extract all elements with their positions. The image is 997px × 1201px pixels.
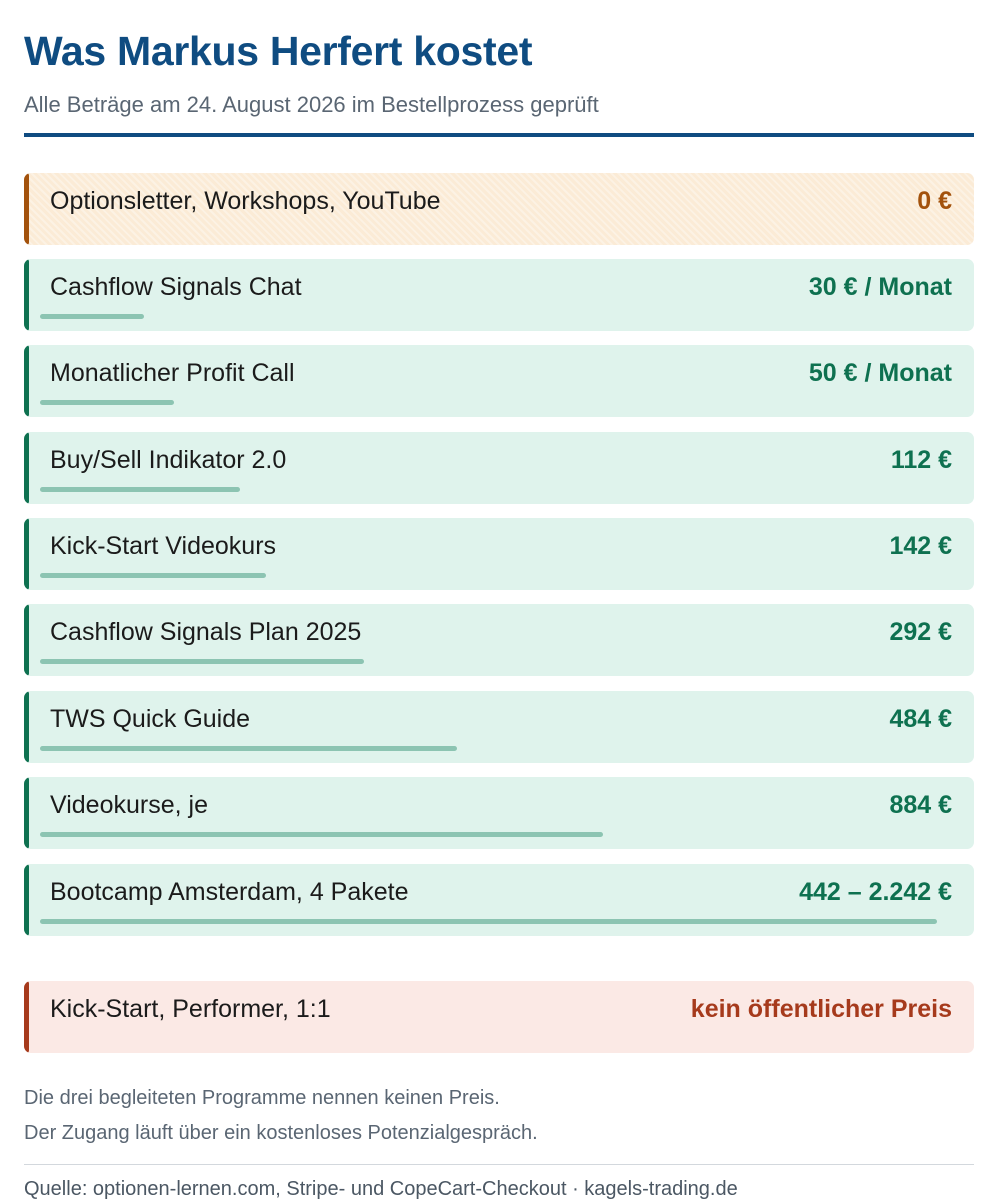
price-bar — [40, 487, 240, 492]
price-row — [24, 604, 974, 676]
item-label: Cashflow Signals Plan 2025 — [50, 618, 362, 646]
item-price: 484 € — [889, 705, 952, 733]
page-subtitle: Alle Beträge am 24. August 2026 im Bestellprozess geprüft — [24, 92, 599, 117]
note-line-1: Die drei begleiteten Programme nennen keinen Preis. — [24, 1087, 500, 1109]
price-row — [24, 345, 974, 417]
row-accent — [24, 864, 29, 936]
source-note: Quelle: optionen-lernen.com, Stripe- und CopeCart-Checkout · kagels-trading.de — [24, 1178, 738, 1200]
row-accent — [24, 691, 29, 763]
price-row — [24, 173, 974, 245]
price-row — [24, 518, 974, 590]
row-accent — [24, 518, 29, 590]
row-accent — [24, 432, 29, 504]
note-line-2: Der Zugang läuft über ein kostenloses Potenzialgespräch. — [24, 1122, 538, 1144]
item-label: Kick-Start, Performer, 1:1 — [50, 995, 331, 1023]
row-accent — [24, 173, 29, 245]
item-price: 442 – 2.242 € — [799, 878, 952, 906]
price-row — [24, 864, 974, 936]
item-label: Bootcamp Amsterdam, 4 Pakete — [50, 878, 409, 906]
price-bar — [40, 400, 174, 405]
row-accent — [24, 345, 29, 417]
item-price: 292 € — [889, 618, 952, 646]
price-row — [24, 981, 974, 1053]
item-price: 112 € — [890, 446, 952, 474]
price-bar — [40, 919, 937, 924]
item-price: kein öffentlicher Preis — [690, 995, 952, 1023]
price-row — [24, 777, 974, 849]
item-label: Monatlicher Profit Call — [50, 359, 295, 387]
page-title: Was Markus Herfert kostet — [24, 28, 533, 74]
row-accent — [24, 604, 29, 676]
price-row — [24, 691, 974, 763]
price-bar — [40, 314, 144, 319]
item-label: Kick-Start Videokurs — [50, 532, 277, 560]
price-row — [24, 432, 974, 504]
item-price: 30 € / Monat — [808, 273, 952, 301]
item-price: 50 € / Monat — [808, 359, 952, 387]
row-accent — [24, 777, 29, 849]
item-label: Cashflow Signals Chat — [50, 273, 302, 301]
price-bar — [40, 659, 364, 664]
row-accent — [24, 259, 29, 331]
price-bar — [40, 832, 603, 837]
item-price: 142 € — [889, 532, 952, 560]
item-price: 884 € — [889, 791, 952, 819]
row-accent — [24, 981, 29, 1053]
price-row — [24, 259, 974, 331]
item-price: 0 € — [917, 187, 952, 215]
item-label: TWS Quick Guide — [50, 705, 251, 733]
item-label: Buy/Sell Indikator 2.0 — [50, 446, 287, 474]
item-label: Optionsletter, Workshops, YouTube — [50, 187, 441, 215]
price-bar — [40, 573, 266, 578]
item-label: Videokurse, je — [50, 791, 208, 819]
title-divider — [24, 133, 974, 137]
footer-divider — [24, 1164, 974, 1165]
price-bar — [40, 746, 457, 751]
